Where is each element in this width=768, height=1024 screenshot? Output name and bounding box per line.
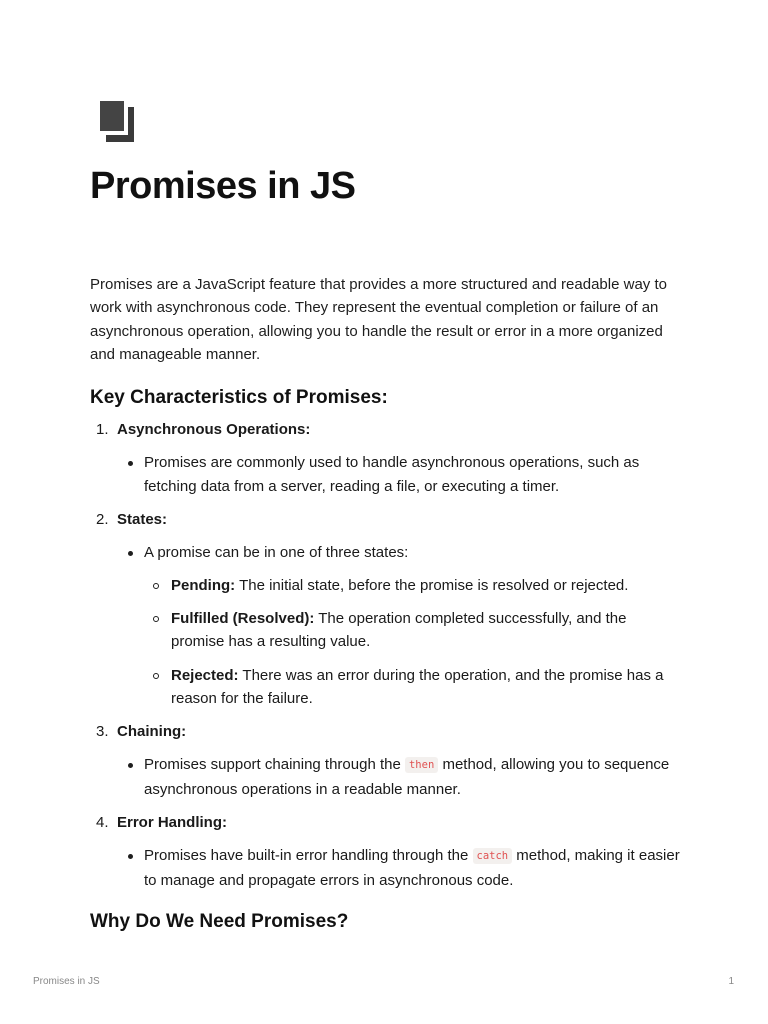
inline-code: then xyxy=(405,757,438,773)
item-number: 2. xyxy=(96,511,109,529)
sub-item-text: The initial state, before the promise is resolved or rejected. xyxy=(235,576,629,594)
bullet-text: method, making it easier to manage and propagate errors in asynchronous code. xyxy=(144,847,680,889)
inline-code: catch xyxy=(473,848,513,864)
sub-item-text: There was an error during the operation, and the promise has a reason for the failure. xyxy=(171,666,664,707)
bullet-text: Promises have built-in error handling through the xyxy=(144,847,473,865)
list-item xyxy=(90,508,680,710)
document-body xyxy=(90,273,680,934)
bullet-dot xyxy=(128,461,133,466)
sub-item-rejected xyxy=(144,664,680,711)
sub-item-pending xyxy=(144,574,680,597)
circle-bullet xyxy=(153,616,159,622)
bullet-dot xyxy=(128,551,133,556)
circle-bullet xyxy=(153,583,159,589)
list-item xyxy=(90,720,680,801)
bullet-text: Promises are commonly used to handle asynchronous operations, such as fetching data from a server, reading a file, or executing a timer. xyxy=(144,454,640,495)
bullet-item xyxy=(117,844,680,892)
item-number: 4. xyxy=(96,814,109,832)
bullet-item xyxy=(117,753,680,801)
page-title: Promises in JS xyxy=(90,165,356,207)
page-number: 1 xyxy=(728,976,734,987)
bullet-item xyxy=(117,451,680,498)
bullet-text: A promise can be in one of three states: xyxy=(144,544,409,562)
sub-item-label: Pending: xyxy=(171,576,236,594)
key-characteristics-heading: Key Characteristics of Promises: xyxy=(90,387,388,409)
sub-item-label: Rejected: xyxy=(171,666,239,684)
list-item xyxy=(90,418,680,498)
why-heading: Why Do We Need Promises? xyxy=(90,910,349,932)
item-number: 1. xyxy=(96,421,109,439)
bullet-text: method, allowing you to sequence asynchronous operations in a readable manner. xyxy=(144,756,670,798)
bullet-dot xyxy=(128,763,133,768)
intro-paragraph: Promises are a JavaScript feature that provides a more structured and readable way to work with asynchronous code. They represent the eventual completion or failure of an asynchronous operation, allowing you to handle the result or error in a more organized and manageable manner. xyxy=(90,276,667,363)
sub-item-fulfilled xyxy=(144,607,680,654)
sub-item-label: Fulfilled (Resolved): xyxy=(171,609,315,627)
list-item xyxy=(90,811,680,892)
footer-title: Promises in JS xyxy=(33,976,100,987)
item-title: Chaining: xyxy=(117,723,187,741)
bullet-item xyxy=(117,541,680,710)
states-sublist xyxy=(144,574,680,710)
sub-item-text: The operation completed successfully, and the promise has a resulting value. xyxy=(171,609,627,651)
item-title: Asynchronous Operations: xyxy=(117,421,311,439)
book-icon xyxy=(97,99,137,143)
circle-bullet xyxy=(153,673,159,679)
item-number: 3. xyxy=(96,723,109,741)
characteristics-list xyxy=(90,418,680,892)
item-title: Error Handling: xyxy=(117,814,228,832)
item-title: States: xyxy=(117,511,168,529)
bullet-dot xyxy=(128,854,133,859)
bullet-text: Promises support chaining through the xyxy=(144,756,405,774)
